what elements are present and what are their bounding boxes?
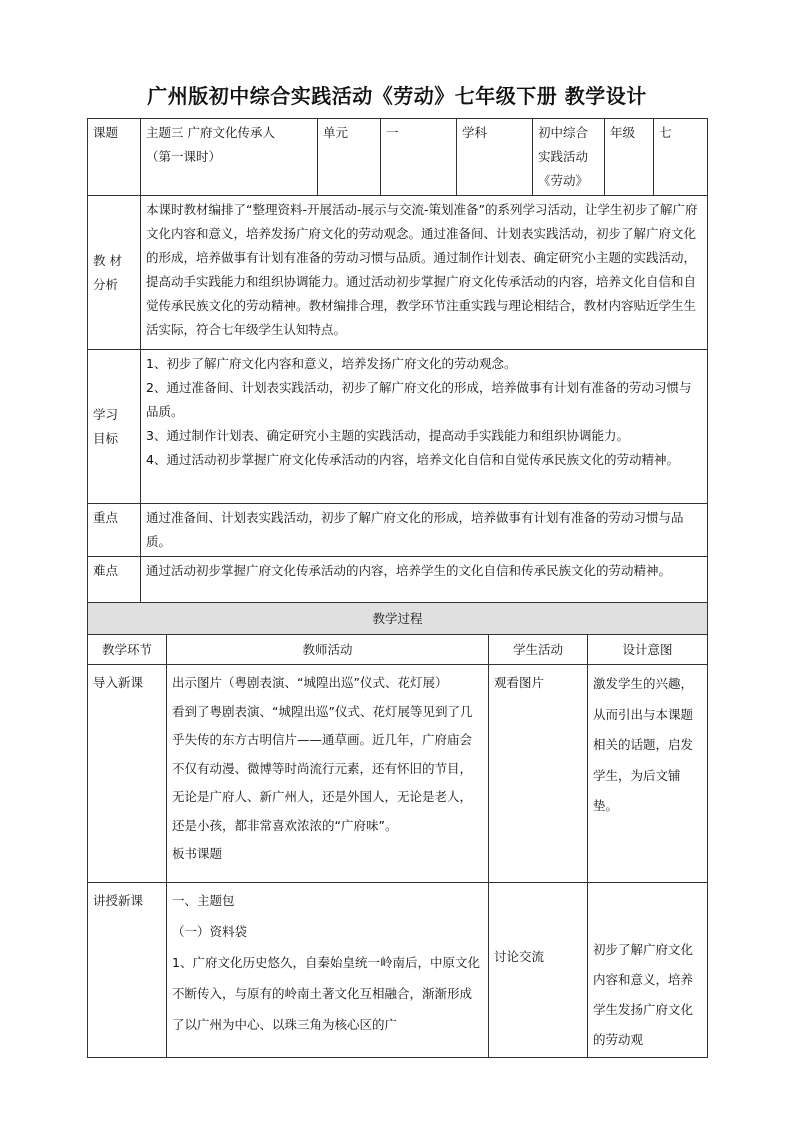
teacher-activity-line: 一、主题包 xyxy=(172,893,235,908)
teaching-process-table xyxy=(87,602,708,1058)
design-intent-cell: 初步了解广府文化内容和意义，培养学生发扬广府文化的劳动观 xyxy=(588,883,708,1058)
analysis-label-line-2: 分析 xyxy=(93,276,119,292)
teacher-activity-line: 1、广府文化历史悠久，自秦始皇统一岭南后，中原文化不断传入，与原有的岭南土著文化互相融合，渐渐形成了以广州为中心、以珠三角为核心区的广 xyxy=(172,955,480,1032)
stage-cell: 讲授新课 xyxy=(88,883,167,1058)
analysis-label xyxy=(88,196,141,350)
topic-name: 主题三 广府文化传承人 xyxy=(146,125,275,140)
unit-label: 单元 xyxy=(318,119,381,196)
design-intent-cell: 激发学生的兴趣，从而引出与本课题相关的话题，启发学生，为后文铺垫。 xyxy=(588,665,708,883)
teacher-activity-line: 板书课题 xyxy=(172,846,223,861)
teacher-activity-line: 出示图片（粤剧表演、“城隍出巡”仪式、花灯展） xyxy=(172,675,448,690)
teacher-activity-cell xyxy=(167,883,489,1058)
student-activity-cell: 观看图片 xyxy=(489,665,588,883)
key-point-text: 通过准备间、计划表实践活动，初步了解广府文化的形成，培养做事有计划有准备的劳动习惯与品质。 xyxy=(141,504,708,557)
goal-item: 4、通过活动初步掌握广府文化传承活动的内容，培养文化自信和自觉传承民族文化的劳动精神。 xyxy=(146,452,679,467)
subject-value xyxy=(533,119,605,196)
goals-label xyxy=(88,350,141,504)
subject-line-2: 实践活动 xyxy=(538,149,589,164)
table-row xyxy=(88,665,708,883)
goal-item: 2、通过准备间、计划表实践活动，初步了解广府文化的形成，培养做事有计划有准备的劳动习惯与品质。 xyxy=(146,380,692,419)
column-header-teacher: 教师活动 xyxy=(167,635,489,665)
subject-label: 学科 xyxy=(457,119,533,196)
student-activity-cell: 讨论交流 xyxy=(489,883,588,1058)
column-header-stage: 教学环节 xyxy=(88,635,167,665)
analysis-label-line-1: 教 材 xyxy=(93,252,122,268)
column-header-intent: 设计意图 xyxy=(588,635,708,665)
process-header: 教学过程 xyxy=(88,603,708,635)
stage-cell: 导入新课 xyxy=(88,665,167,883)
teacher-activity-line: 看到了粤剧表演、“城隍出巡”仪式、花灯展等见到了几乎失传的东方古明信片——通草画。近几年，广府庙会不仅有动漫、微博等时尚流行元素，还有怀旧的节目，无论是广府人、新广州人，还是外国人，无论是老人，还是小孩，都非常喜欢浓浓的“广府味”。 xyxy=(172,703,473,833)
table-row xyxy=(88,883,708,1058)
unit-value: 一 xyxy=(381,119,457,196)
topic-label: 课题 xyxy=(88,119,141,196)
topic-period: （第一课时） xyxy=(146,149,222,164)
subject-line-3: 《劳动》 xyxy=(538,173,589,188)
analysis-text: 本课时教材编排了“整理资料-开展活动-展示与交流-策划准备”的系列学习活动，让学生初步了解广府文化内容和意义，培养发扬广府文化的劳动观念。通过准备间、计划表实践活动，初步了解广府文化的形成，培养做事有计划有准备的劳动习惯与品质。通过制作计划表、确定研究小主题的实践活动，提高动手实践能力和组织协调能力。通过活动初步掌握广府文化传承活动的内容，培养文化自信和自觉传承民族文化的劳动精神。教材编排合理，教学环节注重实践与理论相结合，教材内容贴近学生生活实际，符合七年级学生认知特点。 xyxy=(141,196,708,350)
goals-label-line-1: 学习 xyxy=(93,406,119,422)
grade-value: 七 xyxy=(654,119,708,196)
goals-list xyxy=(141,350,708,504)
grade-label: 年级 xyxy=(605,119,654,196)
difficulty-label: 难点 xyxy=(88,557,141,607)
difficulty-text: 通过活动初步掌握广府文化传承活动的内容，培养学生的文化自信和传承民族文化的劳动精神。 xyxy=(141,557,708,607)
page-title: 广州版初中综合实践活动《劳动》七年级下册 教学设计 xyxy=(147,84,647,108)
goal-item: 3、通过制作计划表、确定研究小主题的实践活动，提高动手实践能力和组织协调能力。 xyxy=(146,428,629,443)
teacher-activity-cell xyxy=(167,665,489,883)
goals-label-line-2: 目标 xyxy=(93,430,119,446)
subject-line-1: 初中综合 xyxy=(538,125,589,140)
teacher-activity-line: （一）资料袋 xyxy=(172,924,248,939)
lesson-info-table xyxy=(87,118,708,607)
goal-item: 1、初步了解广府文化内容和意义，培养发扬广府文化的劳动观念。 xyxy=(146,356,517,371)
key-point-label: 重点 xyxy=(88,504,141,557)
topic-value xyxy=(141,119,318,196)
column-header-student: 学生活动 xyxy=(489,635,588,665)
